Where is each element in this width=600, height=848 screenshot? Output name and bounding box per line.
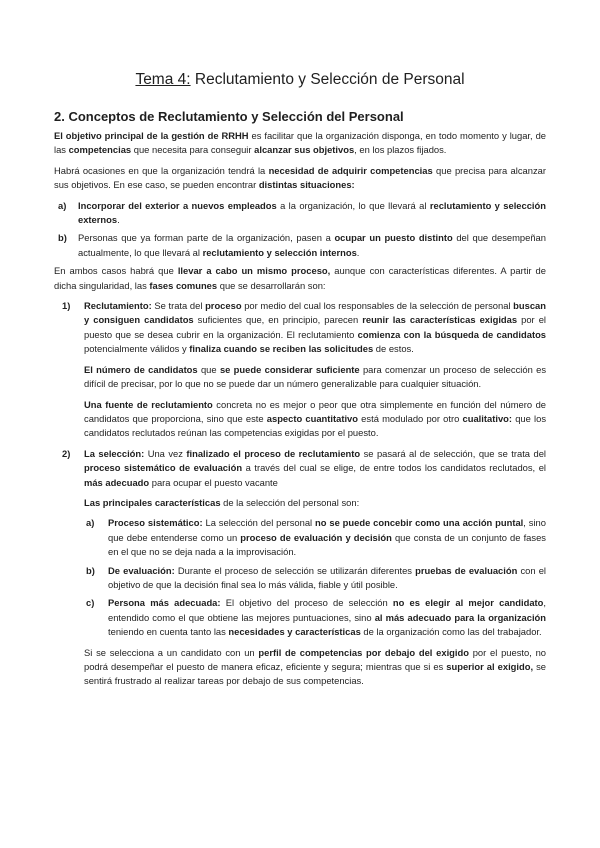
paragraph-cierre: Si se selecciona a un candidato con un perfil de competencias por debajo del exigido por el puesto, no podrá desempeñar el puesto de manera eficaz, eficiente y segura; mientras que si es superior al exigido, se sentirá frustrado al realizar tareas por debajo de sus competencias. <box>84 646 546 687</box>
list-item: b) Personas que ya forman parte de la organización, pasen a ocupar un puesto distinto del que desempeñan actualmente, lo que llevará al reclutamiento y selección internos. <box>58 232 546 258</box>
title-prefix: Tema 4: <box>135 71 191 88</box>
paragraph-numero-candidatos: El número de candidatos que se puede considerar suficiente para comenzar un proceso de selección es difícil de precisar, por lo que no se puede dar un número generalizable para cualquier situación. <box>84 363 547 390</box>
list-item: a) Incorporar del exterior a nuevos empleados a la organización, lo que llevará al reclutamiento y selección externos. <box>58 199 546 226</box>
list-item: c) Persona más adecuada: El objetivo del proceso de selección no es elegir al mejor candidato, entendido como el que obtiene las mejores puntuaciones, sino al más adecuado para la organización teniendo en cuenta tanto las necesidades y características de la organización como las del trabajador. <box>86 597 547 638</box>
paragraph-ambos-casos: En ambos casos habrá que llevar a cabo un mismo proceso, aunque con características diferentes. A partir de dicha singularidad, las fases comunes que se desarrollarán son: <box>54 265 546 291</box>
list-item: a) Proceso sistemático: La selección del personal no se puede concebir como una acción puntal, sino que debe entenderse como un proceso de evaluación y decisión que consta de un conjunto de fases en el que no se deja nada a la improvisación. <box>86 517 546 558</box>
section-heading: 2. Conceptos de Reclutamiento y Selección del Personal <box>54 109 404 124</box>
title-rest: Reclutamiento y Selección de Personal <box>190 71 465 88</box>
list-item: b) De evaluación: Durante el proceso de selección se utilizarán diferentes pruebas de evaluación con el objetivo de que la decisión final sea lo más válida, fiable y útil posible. <box>86 564 547 590</box>
paragraph-ocasiones: Habrá ocasiones en que la organización tendrá la necesidad de adquirir competencias que precisa para alcanzar sus objetivos. En ese caso, se pueden encontrar distintas situaciones: <box>54 164 546 191</box>
page-title <box>54 70 546 90</box>
phase-reclutamiento: 1) Reclutamiento: Se trata del proceso por medio del cual los responsables de la selección de personal buscan y consiguen candidatos suficientes que, en principio, parecen reunir las características exigidas por el puesto que se desea cubrir en la organización. El reclutamiento comienza con la búsqueda de candidatos potencialmente válidos y finaliza cuando se reciben las solicitudes de estos. El número de candidatos que se puede considerar suficiente para comenzar un proceso de selección es difícil de precisar, por lo que no se puede dar un número generalizable para cualquier situación. Una fuente de reclutamiento concreta no es mejor o peor que otra simplemente en función del número de candidatos que proporciona, sino que este aspecto cuantitativo está modulado por otro cualitativo: que los candidatos reclutados reúnan las competencias exigidas por el puesto. <box>54 299 546 441</box>
paragraph-objetivo: El objetivo principal de la gestión de RRHH es facilitar que la organización disponga, en todo momento y lugar, de las competencias que necesita para conseguir alcanzar sus objetivos, en los plazos fijados. <box>54 130 546 156</box>
situations-list <box>54 199 546 261</box>
phase-seleccion: 2) La selección: Una vez finalizado el proceso de reclutamiento se pasará al de selección, que se trata del proceso sistemático de evaluación a través del cual se elige, de entre todos los candidatos reclutados, el más adecuado para ocupar el puesto vacante Las principales características de la selección del personal son: a) Proceso sistemático: La selección del personal no se puede concebir como una acción puntal, sino que debe entenderse como un proceso de evaluación y decisión que consta de un conjunto de fases en el que no se deja nada a la improvisación. b) De evaluación: Durante el proceso de selección se utilizarán diferentes pruebas de evaluación con el objetivo de que la decisión final sea lo más válida, fiable y útil posible. c) Persona más adecuada: El objetivo del proceso de selección no es elegir al mejor candidato, entendido como el que obtiene las mejores puntuaciones, sino al más adecuado para la organización teniendo en cuenta tanto las necesidades y características de la organización como las del trabajador. Si se selecciona a un candidato con un perfil de competencias por debajo del exigido por el puesto, no podrá desempeñar el puesto de manera eficaz, eficiente y segura; mientras que si es superior al exigido, se sentirá frustrado al realizar tareas por debajo de sus competencias. <box>54 447 546 689</box>
paragraph-caracteristicas-intro: Las principales características de la selección del personal son: <box>84 496 360 508</box>
paragraph-fuente-reclutamiento: Una fuente de reclutamiento concreta no es mejor o peor que otra simplemente en función del número de candidatos que proporciona, sino que este aspecto cuantitativo está modulado por otro cualitativo: que los candidatos reclutados reúnan las competencias exigidas por el puesto. <box>84 398 547 439</box>
